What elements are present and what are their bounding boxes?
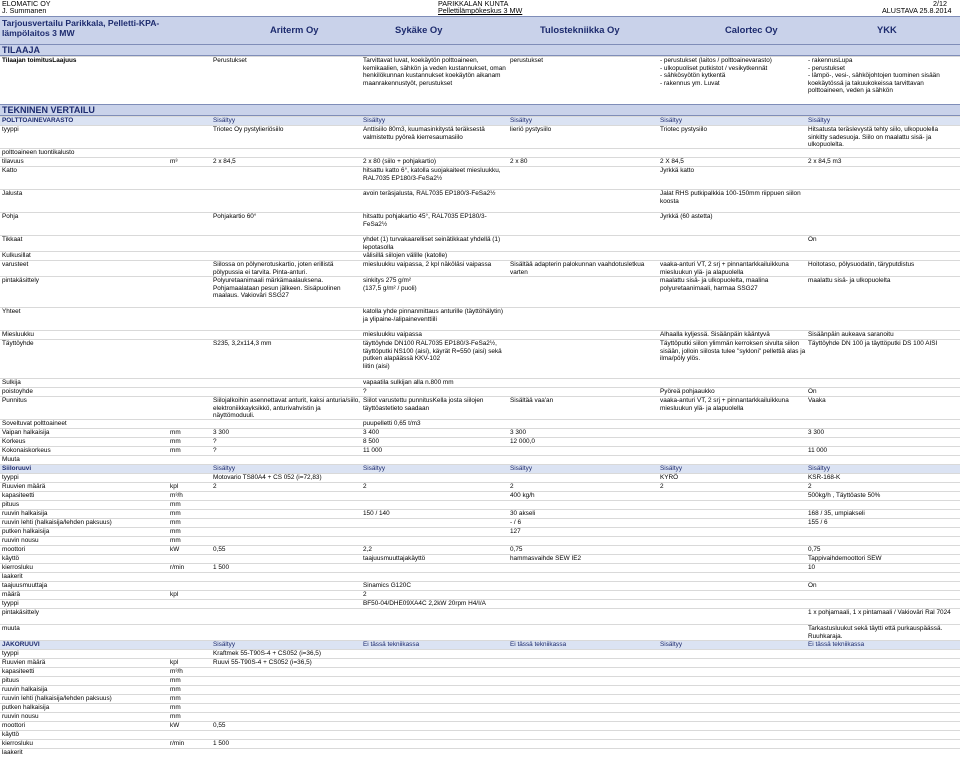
table-cell: Sisältyy: [660, 117, 683, 124]
table-row: [0, 554, 960, 563]
table-cell: mm: [170, 429, 181, 436]
table-row: [0, 396, 960, 419]
table-row: [0, 166, 960, 189]
table-row: [0, 157, 960, 166]
table-cell: 155 / 6: [808, 519, 828, 526]
table-cell: Sisältyy: [660, 641, 683, 648]
table-cell: tyyppi: [2, 126, 19, 133]
vendor-header-4: Calortec Oy: [725, 24, 778, 35]
table-row: [0, 527, 960, 536]
table-cell: 2: [808, 483, 812, 490]
vendor-header-2: Sykäke Oy: [395, 24, 443, 35]
table-cell: Sisältyy: [213, 117, 236, 124]
table-cell: Pohja: [2, 213, 19, 220]
table-cell: mm: [170, 713, 181, 720]
table-cell: Soveltuvat polttoaineet: [2, 420, 67, 427]
table-cell: putken halkaisija: [2, 528, 50, 535]
table-row: [0, 189, 960, 212]
table-cell: ?: [213, 438, 217, 445]
table-cell: Ei tässä tekniikassa: [363, 641, 420, 648]
table-cell: 30 akseli: [510, 510, 536, 517]
table-cell: - perustukset (laitos / polttoainevarasto) - ulkopuoliset putkistot / vesikytkennät - sähkösyötön kytkentä - rakennus ym. Luvat: [660, 57, 772, 87]
table-cell: 1 500: [213, 740, 229, 747]
table-cell: Sisältyy: [363, 117, 386, 124]
table-cell: Siilossa on pölynerotuskartio, joten erillistä pölypussia ei tarvita. Pinta-anturi.: [213, 261, 334, 276]
table-cell: taajuusmuuttaja: [2, 582, 48, 589]
table-cell: mm: [170, 501, 181, 508]
table-cell: hitsattu katto 6°, katolla suojakaiteet miesluukku, RAL7035 EP180/3-FeSa2½: [363, 167, 501, 182]
table-cell: Sisältyy: [213, 641, 236, 648]
table-cell: 2: [510, 483, 514, 490]
table-cell: 3 400: [363, 429, 379, 436]
table-cell: 400 kg/h: [510, 492, 535, 499]
table-cell: ruuvin nousu: [2, 537, 39, 544]
table-row: [0, 518, 960, 527]
table-cell: 127: [510, 528, 521, 535]
table-cell: Motovario TS80A4 + CS 052 (i=72,83): [213, 474, 322, 481]
table-cell: kapasiteetti: [2, 668, 35, 675]
table-cell: laakerit: [2, 573, 23, 580]
table-cell: Anttisiilo 80m3, kuumasinkitystä teräksestä valmistettu pyöreä kierresaumasiilo: [363, 126, 485, 141]
table-cell: r/min: [170, 564, 185, 571]
table-cell: 500kg/h , Täyttöaste 50%: [808, 492, 881, 499]
table-cell: Siiloruuvi: [2, 465, 32, 472]
table-cell: Tappivaihdemoottori SEW: [808, 555, 882, 562]
table-cell: kpl: [170, 591, 179, 598]
table-cell: mm: [170, 519, 181, 526]
table-cell: välisillä siilojen välille (katolle): [363, 252, 448, 259]
table-cell: Sinamics G120C: [363, 582, 411, 589]
table-cell: Pohjakartio 60°: [213, 213, 257, 220]
table-row: [0, 473, 960, 482]
vendor-header-5: YKK: [877, 24, 897, 35]
table-cell: käyttö: [2, 731, 20, 738]
table-row: [0, 428, 960, 437]
table-cell: yhdet (1) turvakaarelliset seinätikkaat yhdellä (1) lepotasolla: [363, 236, 501, 251]
table-row: [0, 464, 960, 473]
table-row: [0, 658, 960, 667]
table-cell: vaaka-anturi VT, 2 srj + pinnantarkkailuikkuna miesluukun ylä- ja alapuolella: [660, 397, 789, 412]
table-cell: Triotec pystysiilo: [660, 126, 707, 133]
table-cell: 2: [213, 483, 217, 490]
table-cell: hitsattu pohjakartio 45°, RAL7035 EP180/3-FeSa2½: [363, 213, 487, 228]
table-cell: Tarkastusluukut sekä täytti että purkauspäässä. Ruuhkaraja.: [808, 625, 943, 640]
table-cell: kpl: [170, 483, 179, 490]
table-cell: BF50-04/DHE09XA4C 2,2kW 20rpm H4/I/A: [363, 600, 486, 607]
table-cell: kierrosluku: [2, 740, 33, 747]
table-row: [0, 545, 960, 554]
table-row: [0, 260, 960, 276]
table-cell: ruuvin halkaisija: [2, 510, 48, 517]
table-cell: 2: [660, 483, 664, 490]
table-cell: maalattu sisä- ja ulkopuolelta: [808, 277, 891, 284]
table-cell: Sisältyy: [808, 465, 831, 472]
table-cell: lieriö pystysiilo: [510, 126, 552, 133]
table-cell: ruuvin lehti (halkaisija/lehden paksuus): [2, 695, 112, 702]
table-cell: On: [808, 582, 817, 589]
table-row: [0, 276, 960, 307]
table-cell: kW: [170, 546, 180, 553]
table-cell: mm: [170, 704, 181, 711]
table-cell: tyyppi: [2, 474, 19, 481]
table-cell: - rakennusLupa - perustukset - lämpö-, vesi-, sähköjohtojen tuominen sisään koekäytössä ja takuukokeissa tarvittavan polttoaineen, veden ja sähkön: [808, 57, 940, 95]
page-number: 2/12: [933, 0, 947, 8]
table-cell: hammasvaihde SEW IE2: [510, 555, 582, 562]
table-cell: laakerit: [2, 749, 23, 756]
table-cell: Sisältyy: [510, 465, 533, 472]
table-cell: kW: [170, 722, 180, 729]
table-cell: perustukset: [510, 57, 544, 64]
table-cell: ?: [363, 388, 367, 395]
table-cell: 0,55: [213, 722, 226, 729]
table-cell: moottori: [2, 546, 26, 553]
table-cell: Yhteet: [2, 308, 21, 315]
table-row: [0, 581, 960, 590]
table-cell: Sisältää adapterin palokunnan vaahdotusletkua varten: [510, 261, 645, 276]
table-cell: pituus: [2, 501, 20, 508]
table-cell: Täyttöputki siilon ylimmän kerroksen sivulta siilon sisään, jolloin siilosta tulee "sykloni" pellettiä alas ja ilma/pöly ylös.: [660, 340, 806, 363]
table-cell: Alhaalla kyljessä. Sisäänpäin kääntyvä: [660, 331, 770, 338]
table-cell: Sisäänpäin aukeava saranoitu: [808, 331, 894, 338]
table-cell: Korkeus: [2, 438, 26, 445]
table-cell: 3 300: [510, 429, 526, 436]
table-cell: Sisältyy: [363, 465, 386, 472]
table-cell: 1 x pohjamaali, 1 x pintamaali / Vakioväri Ral 7024: [808, 609, 951, 616]
table-cell: KYRÖ: [660, 474, 679, 481]
table-cell: mm: [170, 447, 181, 454]
table-row: [0, 676, 960, 685]
table-cell: mm: [170, 438, 181, 445]
table-row: [0, 685, 960, 694]
table-row: [0, 500, 960, 509]
table-cell: 0,75: [510, 546, 523, 553]
table-cell: r/min: [170, 740, 185, 747]
table-cell: miesluukku vaipassa, 2 kpl näköläsi vaipassa: [363, 261, 492, 268]
document-title: Tarjousvertailu Parikkala, Pelletti-KPA-lämpölaitos 3 MW: [2, 18, 160, 38]
table-cell: m³/h: [170, 668, 183, 675]
table-cell: polttoaineen tuontikalusto: [2, 149, 75, 156]
table-cell: maalattu sisä- ja ulkopuolelta, maalina polyuretaanimaali, harmaa SSG27: [660, 277, 769, 292]
table-cell: Tarvittavat luvat, koekäytön polttoaineen, kemikaalien, sähkön ja veden kustannukset, oman henkilökunnan kustannukset koekäytön aikanam maanrakennustyöt, perustukset: [363, 57, 506, 87]
table-cell: tyyppi: [2, 600, 19, 607]
table-row: [0, 491, 960, 500]
table-cell: m³: [170, 158, 178, 165]
table-cell: kapasiteetti: [2, 492, 35, 499]
table-cell: Jyrkkä katto: [660, 167, 695, 174]
table-cell: 11 000: [808, 447, 828, 454]
table-cell: Ruuvien määrä: [2, 483, 46, 490]
table-cell: tyyppi: [2, 650, 19, 657]
table-row: [0, 667, 960, 676]
table-cell: varusteet: [2, 261, 29, 268]
table-cell: Kokonaiskorkeus: [2, 447, 51, 454]
table-cell: pituus: [2, 677, 20, 684]
table-cell: Siilojalkoihin asennettavat anturit, kaksi anturia/siilo, elektroniikkayksikkö, anturivahvistin ja näyttömoduuli.: [213, 397, 361, 420]
table-row: [0, 148, 960, 157]
table-row: [0, 56, 960, 104]
table-row: [0, 739, 960, 748]
vendor-header-3: Tulostekniikka Oy: [540, 24, 620, 35]
table-cell: Kulkusillat: [2, 252, 31, 259]
table-cell: Katto: [2, 167, 17, 174]
project-name: Pellettilämpökeskus 3 MW: [438, 6, 523, 15]
table-cell: vaaka-anturi VT, 2 srj + pinnantarkkailuikkuna miesluukun ylä- ja alapuolella: [660, 261, 789, 276]
table-cell: 2 x 80 (siilo + pohjakartio): [363, 158, 436, 165]
table-cell: Sisältyy: [660, 465, 683, 472]
table-row: [0, 590, 960, 599]
document-status: ALUSTAVA 25.8.2014: [882, 6, 952, 15]
table-cell: puupelletti 0,65 t/m3: [363, 420, 421, 427]
table-cell: Perustukset: [213, 57, 247, 64]
table-row: [0, 509, 960, 518]
table-cell: avoin teräsjalusta, RAL7035 EP180/3-FeSa2½: [363, 190, 496, 197]
table-cell: Sisältyy: [808, 117, 831, 124]
table-cell: täyttöyhde DN100 RAL7035 EP180/3-FeSa2½, täyttöputki NS100 (aisi), käyrät R=550 (aisi) sekä putken alapäässä KKV-102 liitin (aisi): [363, 340, 502, 370]
table-cell: Tikkaat: [2, 236, 23, 243]
table-cell: vapaatila sulkijan alla n.800 mm: [363, 379, 454, 386]
table-cell: S235, 3,2x114,3 mm: [213, 340, 272, 347]
table-cell: 2 x 84,5 m3: [808, 158, 842, 165]
table-cell: Sisältyy: [510, 117, 533, 124]
table-cell: Ruuvi 55-T90S-4 + CS052 (i=36,5): [213, 659, 312, 666]
table-cell: tilavuus: [2, 158, 24, 165]
table-cell: 3 300: [808, 429, 824, 436]
table-cell: 150 / 140: [363, 510, 390, 517]
table-cell: Triotec Oy pystylieriösiilo: [213, 126, 284, 133]
table-row: [0, 640, 960, 649]
table-row: [0, 563, 960, 572]
table-row: [0, 330, 960, 339]
table-cell: kpl: [170, 659, 179, 666]
table-cell: moottori: [2, 722, 26, 729]
table-cell: mm: [170, 695, 181, 702]
table-cell: On: [808, 236, 817, 243]
table-cell: katolla yhde pinnanmittaus anturille (täyttöhälytin) ja ylipaine-/alipaineventtiili: [363, 308, 503, 323]
table-row: [0, 387, 960, 396]
table-row: [0, 446, 960, 455]
table-row: [0, 116, 960, 125]
table-row: [0, 437, 960, 446]
table-cell: Kraftmek 55-T90S-4 + CS052 (i=36,5): [213, 650, 321, 657]
table-cell: sinkitys 275 g/m² (137,5 g/m² / puoli): [363, 277, 417, 292]
table-cell: Pyöreä pohjaaukko: [660, 388, 715, 395]
table-cell: 12 000,0: [510, 438, 535, 445]
table-cell: ruuvin nousu: [2, 713, 39, 720]
table-row: [0, 455, 960, 464]
table-cell: mm: [170, 537, 181, 544]
table-cell: - / 6: [510, 519, 522, 526]
table-cell: On: [808, 388, 817, 395]
table-cell: Muuta: [2, 456, 20, 463]
section-tekninen: TEKNINEN VERTAILU: [0, 104, 960, 116]
table-cell: kierrosluku: [2, 564, 33, 571]
table-row: [0, 703, 960, 712]
table-row: [0, 572, 960, 581]
table-cell: 1 500: [213, 564, 229, 571]
table-cell: Hoitotaso, pölysuodatin, täryputdistus: [808, 261, 915, 268]
table-cell: Miesluukku: [2, 331, 34, 338]
table-cell: Punnitus: [2, 397, 27, 404]
table-cell: 3 300: [213, 429, 229, 436]
table-row: [0, 235, 960, 251]
table-cell: m³/h: [170, 492, 183, 499]
table-row: [0, 721, 960, 730]
table-cell: 2 x 84,5: [213, 158, 236, 165]
table-row: [0, 536, 960, 545]
table-cell: JAKORUUVI: [2, 641, 40, 648]
table-cell: Jalusta: [2, 190, 23, 197]
table-row: [0, 694, 960, 703]
table-row: [0, 712, 960, 721]
table-cell: POLTTOAINEVARASTO: [2, 117, 74, 124]
table-cell: mm: [170, 677, 181, 684]
table-cell: käyttö: [2, 555, 20, 562]
table-cell: ruuvin lehti (halkaisija/lehden paksuus): [2, 519, 112, 526]
table-cell: Tilaajan toimitusLaajuus: [2, 57, 77, 64]
table-cell: Sulkija: [2, 379, 21, 386]
table-row: [0, 419, 960, 428]
table-row: [0, 608, 960, 624]
table-row: [0, 599, 960, 608]
table-cell: mm: [170, 510, 181, 517]
table-cell: 2 X 84,5: [660, 158, 684, 165]
table-cell: 2,2: [363, 546, 372, 553]
vendor-header-1: Ariterm Oy: [270, 24, 319, 35]
table-cell: taajuusmuuttajakäyttö: [363, 555, 426, 562]
table-row: [0, 251, 960, 260]
comparison-table: [0, 56, 960, 757]
table-row: [0, 125, 960, 148]
table-cell: pintakäsittely: [2, 609, 39, 616]
table-cell: Ei tässä tekniikassa: [808, 641, 865, 648]
table-cell: määrä: [2, 591, 21, 598]
table-cell: Ei tässä tekniikassa: [510, 641, 567, 648]
table-cell: 8 500: [363, 438, 379, 445]
table-cell: ?: [213, 447, 217, 454]
table-row: [0, 482, 960, 491]
company-name: ELOMATIC OY: [2, 0, 51, 8]
table-row: [0, 378, 960, 387]
table-cell: putken halkaisija: [2, 704, 50, 711]
table-cell: miesluukku vaipassa: [363, 331, 422, 338]
table-row: [0, 307, 960, 330]
author: J. Summanen: [2, 6, 47, 15]
section-tilaaja: TILAAJA: [0, 44, 960, 56]
table-cell: poistoyhde: [2, 388, 33, 395]
table-cell: Sisältyy: [213, 465, 236, 472]
table-cell: Jalat RHS putkipalkkia 100-150mm riippuen siilon koosta: [660, 190, 801, 205]
table-row: [0, 730, 960, 739]
table-cell: Vaaka: [808, 397, 826, 404]
table-cell: Hitsatusta teräslevystä tehty siilo, ulkopuolella sinkitty sadesuoja. Siilo on maalattu sisä- ja ulkopuolelta.: [808, 126, 939, 149]
table-cell: 0,75: [808, 546, 821, 553]
client-name: PARIKKALAN KUNTA: [438, 0, 509, 8]
table-cell: 0,55: [213, 546, 226, 553]
table-row: [0, 624, 960, 640]
table-row: [0, 339, 960, 378]
table-cell: ruuvin halkaisija: [2, 686, 48, 693]
table-cell: Polyuretaanimaali märkämaalauksena. Pohjamaalataan pesun jälkeen. Sisäpuolinen maalaus. Vakioväri SSG27: [213, 277, 341, 300]
table-cell: 2 x 80: [510, 158, 528, 165]
table-row: [0, 212, 960, 235]
table-row: [0, 748, 960, 757]
table-cell: 2: [363, 483, 367, 490]
table-cell: muuta: [2, 625, 20, 632]
table-cell: pintakäsittely: [2, 277, 39, 284]
table-cell: 11 000: [363, 447, 383, 454]
table-cell: 168 / 35, umpiakseli: [808, 510, 865, 517]
table-cell: mm: [170, 686, 181, 693]
table-cell: Vaipan halkaisija: [2, 429, 50, 436]
table-cell: Täyttöyhde: [2, 340, 34, 347]
table-cell: 10: [808, 564, 816, 571]
table-cell: Ruuvien määrä: [2, 659, 46, 666]
page-header: [0, 0, 960, 16]
table-cell: mm: [170, 528, 181, 535]
table-cell: 2: [363, 591, 367, 598]
table-row: [0, 649, 960, 658]
table-cell: KSR-168-K: [808, 474, 841, 481]
table-cell: Sisältää vaa'an: [510, 397, 554, 404]
table-cell: Jyrkkä (60 astetta): [660, 213, 713, 220]
table-cell: Siilot varustettu punnitusKella josta siilojen täyttöastetieto saadaan: [363, 397, 484, 412]
table-cell: Täyttöyhde DN 100 ja täyttöputki DS 100 AISI: [808, 340, 938, 347]
title-bar: [0, 16, 960, 44]
